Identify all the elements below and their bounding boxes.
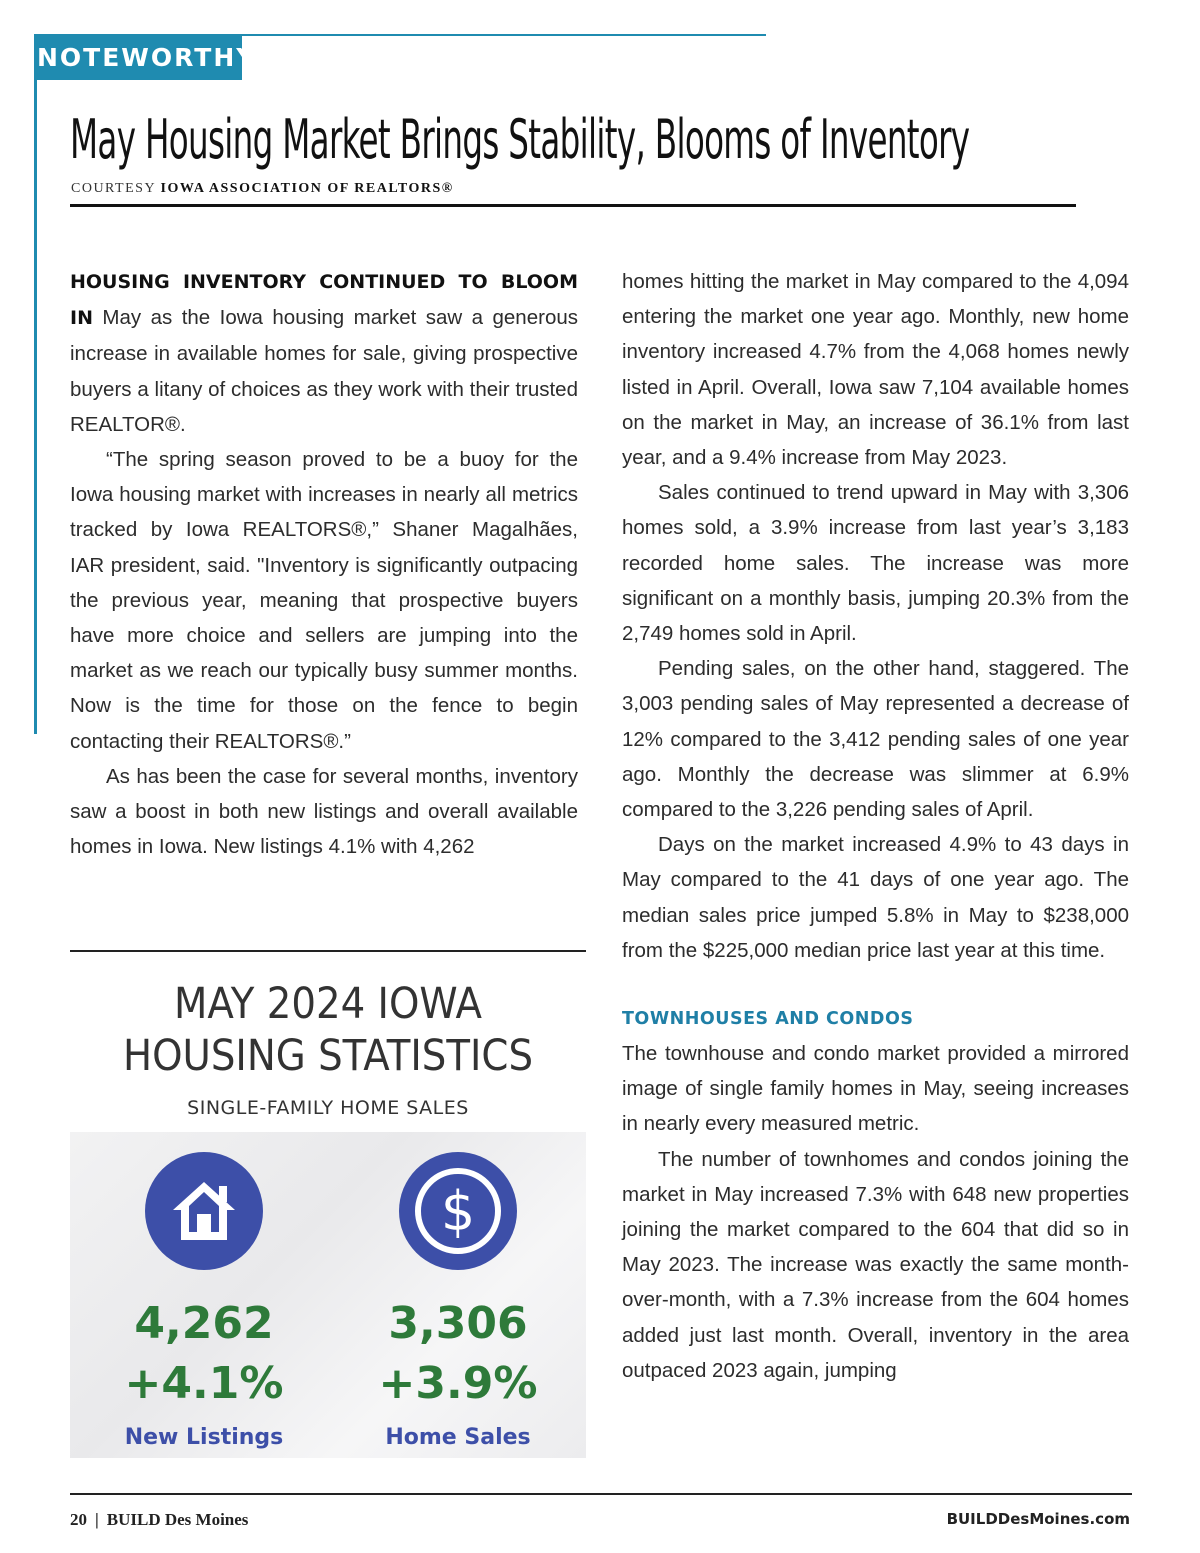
footer-separator: | [95,1510,99,1529]
right-paragraph-6: The number of townhomes and condos joining the market in May increased 7.3% with 648 new properties joining the market compared to the 604 that did so in May 2023. The increase was exactly the same month-over-month, with a 7.3% increase from the 604 homes added just last month. Overall, inventory in the area outpaced 2023 again, jumping [622,1147,1129,1382]
dollar-icon [399,1152,517,1270]
stat-value: 4,262 [134,1298,274,1349]
stats-subtitle: SINGLE-FAMILY HOME SALES [187,1097,469,1119]
left-paragraph-1 [70,264,578,442]
house-icon [145,1152,263,1270]
stats-panel [70,1132,586,1458]
left-accent-rule [34,34,37,734]
publication-name: BUILD Des Moines [106,1510,249,1529]
credit-prefix: COURTESY [71,181,156,196]
footer-rule [70,1493,1132,1495]
footer-website[interactable]: BUILDDesMoines.com [946,1510,1130,1528]
left-paragraph-2: “The spring season proved to be a buoy for the Iowa housing market with increases in nearly all metrics tracked by Iowa REALTORS®,” Shaner Magalhães, IAR president, said. "Inventory is significantly outpacing the previous year, meaning that prospective buyers have more choice and sellers are jumping into the market as we reach our typically busy summer months. Now is the time for those on the fence to begin contacting their REALTORS®.” [70,448,578,753]
stats-title [70,978,586,1082]
right-column [622,264,1129,1388]
stat-home-sales [338,1152,578,1458]
right-paragraph-3: Pending sales, on the other hand, staggered. The 3,003 pending sales of May represented a decrease of 12% compared to the 3,412 pending sales of one year ago. Monthly the decrease was slimmer at 6.9% compared to the 3,226 pending sales of April. [622,657,1129,822]
right-paragraph-2: Sales continued to trend upward in May with 3,306 homes sold, a 3.9% increase from last year’s 3,183 recorded home sales. The increase was more significant on a monthly basis, jumping 20.3% from the 2,749 homes sold in April. [622,481,1129,646]
townhouses-subhead: TOWNHOUSES AND CONDOS [622,1009,914,1030]
left-column [70,264,578,864]
stat-change: +3.9% [378,1358,538,1409]
page-number: 20 [70,1510,87,1529]
stats-rule [70,950,586,952]
section-tag: NOTEWORTHY [37,36,242,80]
svg-text:$: $ [440,1180,476,1243]
stats-title-line-1: MAY 2024 IOWA [173,979,483,1029]
article-credit [71,181,454,197]
right-paragraph-5: The townhouse and condo market provided a mirrored image of single family homes in May, seeing increases in nearly every measured metric. [622,1042,1129,1136]
credit-source: IOWA ASSOCIATION OF REALTORS® [160,181,454,196]
footer-folio [70,1510,248,1530]
lead-in: HOUSING INVENTORY CONTINUED TO BLOOM IN [70,271,578,330]
stat-new-listings [84,1152,324,1458]
headline-rule [70,204,1076,207]
stats-title-line-2: HOUSING STATISTICS [122,1031,534,1081]
right-paragraph-1: homes hitting the market in May compared to the 4,094 entering the market one year ago. Monthly, new home inventory increased 4.7% from the 4,068 homes newly listed in April. Overall, Iowa saw 7,104 available homes on the market in May, an increase of 36.1% from last year, and a 9.4% increase from May 2023. [622,270,1129,470]
stat-value: 3,306 [388,1298,528,1349]
left-paragraph-1-text: May as the Iowa housing market saw a generous increase in available homes for sale, giving prospective buyers a litany of choices as they work with their trusted REALTOR®. [70,306,578,436]
article-headline: May Housing Market Brings Stability, Blooms of Inventory [70,108,970,171]
stat-change: +4.1% [124,1358,284,1409]
left-paragraph-3: As has been the case for several months, inventory saw a boost in both new listings and overall available homes in Iowa. New listings 4.1% with 4,262 [70,764,578,859]
stat-label: New Listings [124,1425,284,1450]
right-paragraph-4: Days on the market increased 4.9% to 43 days in May compared to the 41 days of one year ago. The median sales price jumped 5.8% in May to $238,000 from the $225,000 median price last year at this time. [622,833,1129,962]
stat-label: Home Sales [385,1425,531,1450]
